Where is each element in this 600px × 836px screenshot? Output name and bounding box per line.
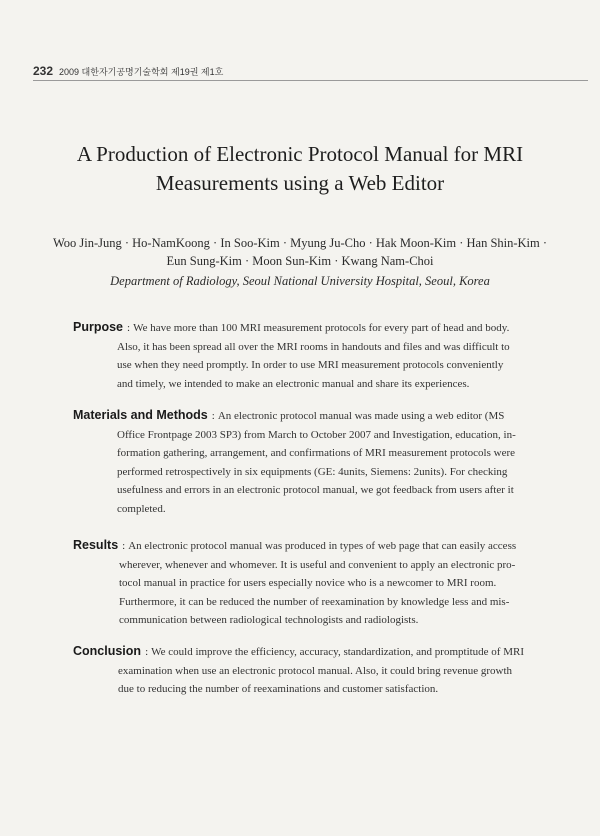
header-divider: [33, 80, 588, 81]
page-number: 232: [33, 64, 54, 78]
section-text-line: We could improve the efficiency, accuracy, standardization, and promptitude of MRI: [151, 646, 525, 658]
title-line: A Production of Electronic Protocol Manual for MRI: [76, 142, 524, 166]
section-text-line: Office Frontpage 2003 SP3) from March to October 2007 and Investigation, education, in-: [117, 428, 516, 441]
section-text-line: usefulness and errors in an electronic protocol manual, we got feedback from users after it: [117, 484, 514, 497]
section-text-line: examination when use an electronic protocol manual. Also, it could bring revenue growth: [118, 664, 513, 677]
abstract-conclusion: Conclusion : We could improve the efficiency, accuracy, standardization, and promptitude of MRI examination when use an electronic protocol manual. Also, it could bring revenue growth due to reducing the number of reexaminations and customer satisfaction.: [73, 642, 524, 699]
journal-name: 2009 대한자기공명기술학회 제19권 제1호: [59, 67, 224, 77]
section-text-line: performed retrospectively in six equipments (GE: 4units, Siemens: 2units). For checking: [117, 465, 508, 478]
paper-title: [20, 140, 580, 198]
section-text-line: communication between radiological technologists and radiologists.: [119, 614, 419, 627]
abstract-results: Results : An electronic protocol manual was produced in types of web page that can easily access wherever, whenever and whomever. It is useful and convenient to apply an electronic pro- tocol manual in practice for users especially novice who is a newcomer to MRI room. Furthermore, it can be reduced the number of reexamination by knowledge less and mis- communication between radiological technologists and radiologists.: [73, 536, 516, 630]
section-label: Materials and Methods: [73, 408, 208, 422]
affiliation: Department of Radiology, Seoul National University Hospital, Seoul, Korea: [110, 274, 490, 288]
section-text-line: We have more than 100 MRI measurement protocols for every part of head and body.: [133, 322, 510, 334]
section-text-line: tocol manual in practice for users especially novice who is a newcomer to MRI room.: [119, 577, 497, 590]
section-text-line: Also, it has been spread all over the MRI rooms in handouts and files and was difficult to: [117, 340, 510, 353]
abstract-purpose: Purpose : We have more than 100 MRI measurement protocols for every part of head and body. Also, it has been spread all over the MRI rooms in handouts and files and was difficult to use when they need promptly. In order to use MRI measurement protocols conveniently and timely, we intended to make an electronic manual and share its experiences.: [73, 318, 510, 393]
section-label: Conclusion: [73, 644, 142, 658]
section-label: Results: [73, 538, 119, 552]
section-text-line: due to reducing the number of reexaminations and customer satisfaction.: [118, 683, 439, 696]
author-line: Eun Sung-Kim · Moon Sun-Kim · Kwang Nam-Choi: [166, 254, 434, 268]
section-text-line: An electronic protocol manual was produced in types of web page that can easily access: [128, 540, 517, 552]
section-text-line: formation gathering, arrangement, and confirmations of MRI measurement protocols were: [117, 447, 516, 460]
abstract-methods: Materials and Methods : An electronic protocol manual was made using a web editor (MS Office Frontpage 2003 SP3) from March to October 2007 and Investigation, education, in- formation gathering, arrangement, and confirmations of MRI measurement protocols were performed retrospectively in six equipments (GE: 4units, Siemens: 2units). For checking usefulness and errors in an electronic protocol manual, we got feedback from users after it completed.: [73, 406, 516, 519]
section-text-line: completed.: [117, 502, 166, 515]
title-line: Measurements using a Web Editor: [155, 171, 445, 195]
section-label: Purpose: [73, 320, 124, 334]
section-text-line: and timely, we intended to make an electronic manual and share its experiences.: [117, 377, 470, 390]
section-text-line: use when they need promptly. In order to use MRI measurement protocols conveniently: [117, 359, 504, 372]
section-text-line: Furthermore, it can be reduced the number of reexamination by knowledge less and mis-: [119, 595, 510, 608]
section-text-line: An electronic protocol manual was made using a web editor (MS: [217, 410, 505, 422]
author-list: [20, 234, 580, 270]
running-header: [33, 64, 223, 78]
author-line: Woo Jin-Jung · Ho-NamKoong · In Soo-Kim · Myung Ju-Cho · Hak Moon-Kim · Han Shin-Kim ·: [52, 236, 548, 250]
section-text-line: wherever, whenever and whomever. It is useful and convenient to apply an electronic pro-: [119, 558, 516, 571]
